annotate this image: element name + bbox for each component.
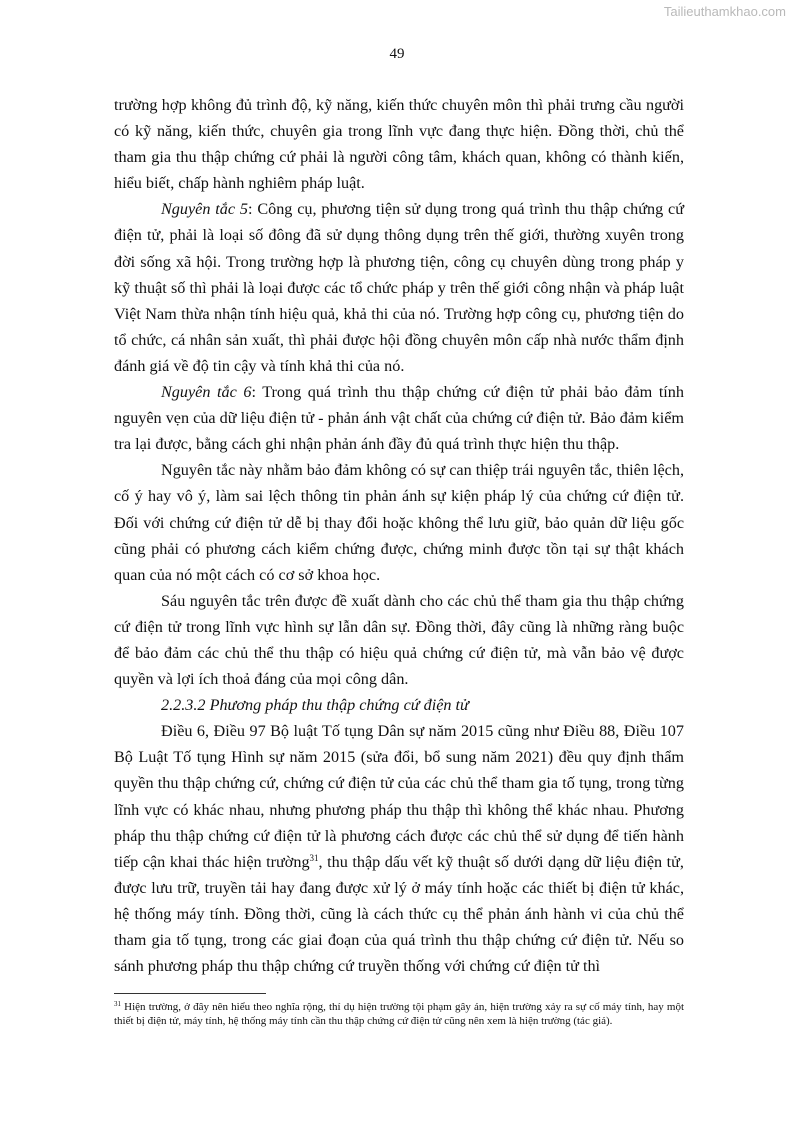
paragraph-6-part-a: Điều 6, Điều 97 Bộ luật Tố tụng Dân sự năm 2015 cũng như Điều 88, Điều 107 Bộ Luật Tố tụng Hình sự năm 2015 (sửa đổi, bổ sung năm 2021) đều quy định thẩm quyền thu thập chứng cứ, chứng cứ điện tử của các chủ thể tham gia tố tụng, trong từng lĩnh vực có khác nhau, nhưng phương pháp thu thập thì không thể khác nhau. Phương pháp thu thập chứng cứ điện tử là phương cách được các chủ thể sử dụng để tiến hành tiếp cận khai thác hiện trường — [114, 722, 684, 871]
paragraph-1: trường hợp không đủ trình độ, kỹ năng, kiến thức chuyên môn thì phải trưng cầu người có kỹ năng, kiến thức, chuyên gia trong lĩnh vực đang thực hiện. Đồng thời, chủ thể tham gia thu thập chứng cứ phải là người công tâm, khách quan, không có thành kiến, hiểu biết, chấp hành nghiêm pháp luật. — [114, 96, 684, 193]
watermark: Tailieuthamkhao.com — [663, 4, 786, 19]
principle-6-text: : Trong quá trình thu thập chứng cứ điện tử phải bảo đảm tính nguyên vẹn của dữ liệu điện tử - phản ánh vật chất của chứng cứ điện tử. Bảo đảm kiểm tra lại được, bằng cách ghi nhận phản ánh đầy đủ quá trình thực hiện thu thập. — [114, 383, 684, 454]
paragraph-6-part-b: , thu thập dấu vết kỹ thuật số dưới dạng dữ liệu điện tử, được lưu trữ, truyền tải hay đang được xử lý ở máy tính hoặc các thiết bị điện tử khác, hệ thống máy tính. Đồng thời, cũng là cách thức cụ thể phản ánh hành vi của chủ thể tham gia tố tụng, trong các giai đoạn của quá trình thu thập chứng cứ điện tử. Nếu so sánh phương pháp thu thập chứng cứ truyền thống với chứng cứ điện tử thì — [114, 852, 684, 976]
principle-6-label: Nguyên tắc 6 — [161, 383, 252, 402]
footnote — [114, 1000, 684, 1028]
page-number: 49 — [389, 46, 405, 62]
paragraph-4: Nguyên tắc này nhằm bảo đảm không có sự can thiệp trái nguyên tắc, thiên lệch, cố ý hay vô ý, làm sai lệch thông tin phản ánh sự kiện pháp lý của chứng cứ điện tử. Đối với chứng cứ điện tử dễ bị thay đổi hoặc không thể lưu giữ, bảo quản dữ liệu gốc cũng phải có phương cách kiểm chứng được, chứng minh được tồn tại sự thật khách quan của nó một cách có cơ sở khoa học. — [114, 461, 684, 584]
paragraph-6 — [114, 718, 684, 979]
principle-5-text: : Công cụ, phương tiện sử dụng trong quá trình thu thập chứng cứ điện tử, phải là loại số đông đã sử dụng thông dụng trên thế giới, thường xuyên trong đời sống xã hội. Trong trường hợp là phương tiện, công cụ chuyên dùng trong pháp y kỹ thuật số thì phải là loại được các tổ chức pháp y trên thế giới công nhận và pháp luật Việt Nam thừa nhận tính hiệu quả, khả thi của nó. Trường hợp công cụ, phương tiện do tổ chức, cá nhân sản xuất, thì phải được hội đồng chuyên môn cấp nhà nước thẩm định đánh giá về độ tin cậy và tính khả thi của nó. — [114, 200, 684, 375]
section-heading: 2.2.3.2 Phương pháp thu thập chứng cứ điện tử — [161, 696, 469, 715]
principle-5-label: Nguyên tắc 5 — [161, 200, 248, 219]
paragraph-principle-6 — [114, 379, 684, 457]
body-text — [114, 92, 684, 979]
footnote-divider — [114, 993, 266, 994]
footnote-reference[interactable]: 31 — [309, 852, 319, 863]
paragraph-5: Sáu nguyên tắc trên được đề xuất dành cho các chủ thể tham gia thu thập chứng cứ điện tử trong lĩnh vực hình sự lẫn dân sự. Đồng thời, đây cũng là những ràng buộc để bảo đảm các chủ thể thu thập có hiệu quả chứng cứ điện tử, mà vẫn bảo vệ được quyền và lợi ích thoả đáng của mọi công dân. — [114, 591, 684, 689]
footnote-number: 31 — [114, 1000, 121, 1008]
footnote-text: Hiện trường, ở đây nên hiểu theo nghĩa rộng, thí dụ hiện trường tội phạm gây án, hiện trường xảy ra sự cố máy tính, hay một thiết bị điện tử, máy tính, hệ thống máy tính cần thu thập chứng cứ điện tử cũng nên xem là hiện trường (tác giả). — [114, 1001, 684, 1027]
paragraph-principle-5 — [114, 196, 684, 379]
